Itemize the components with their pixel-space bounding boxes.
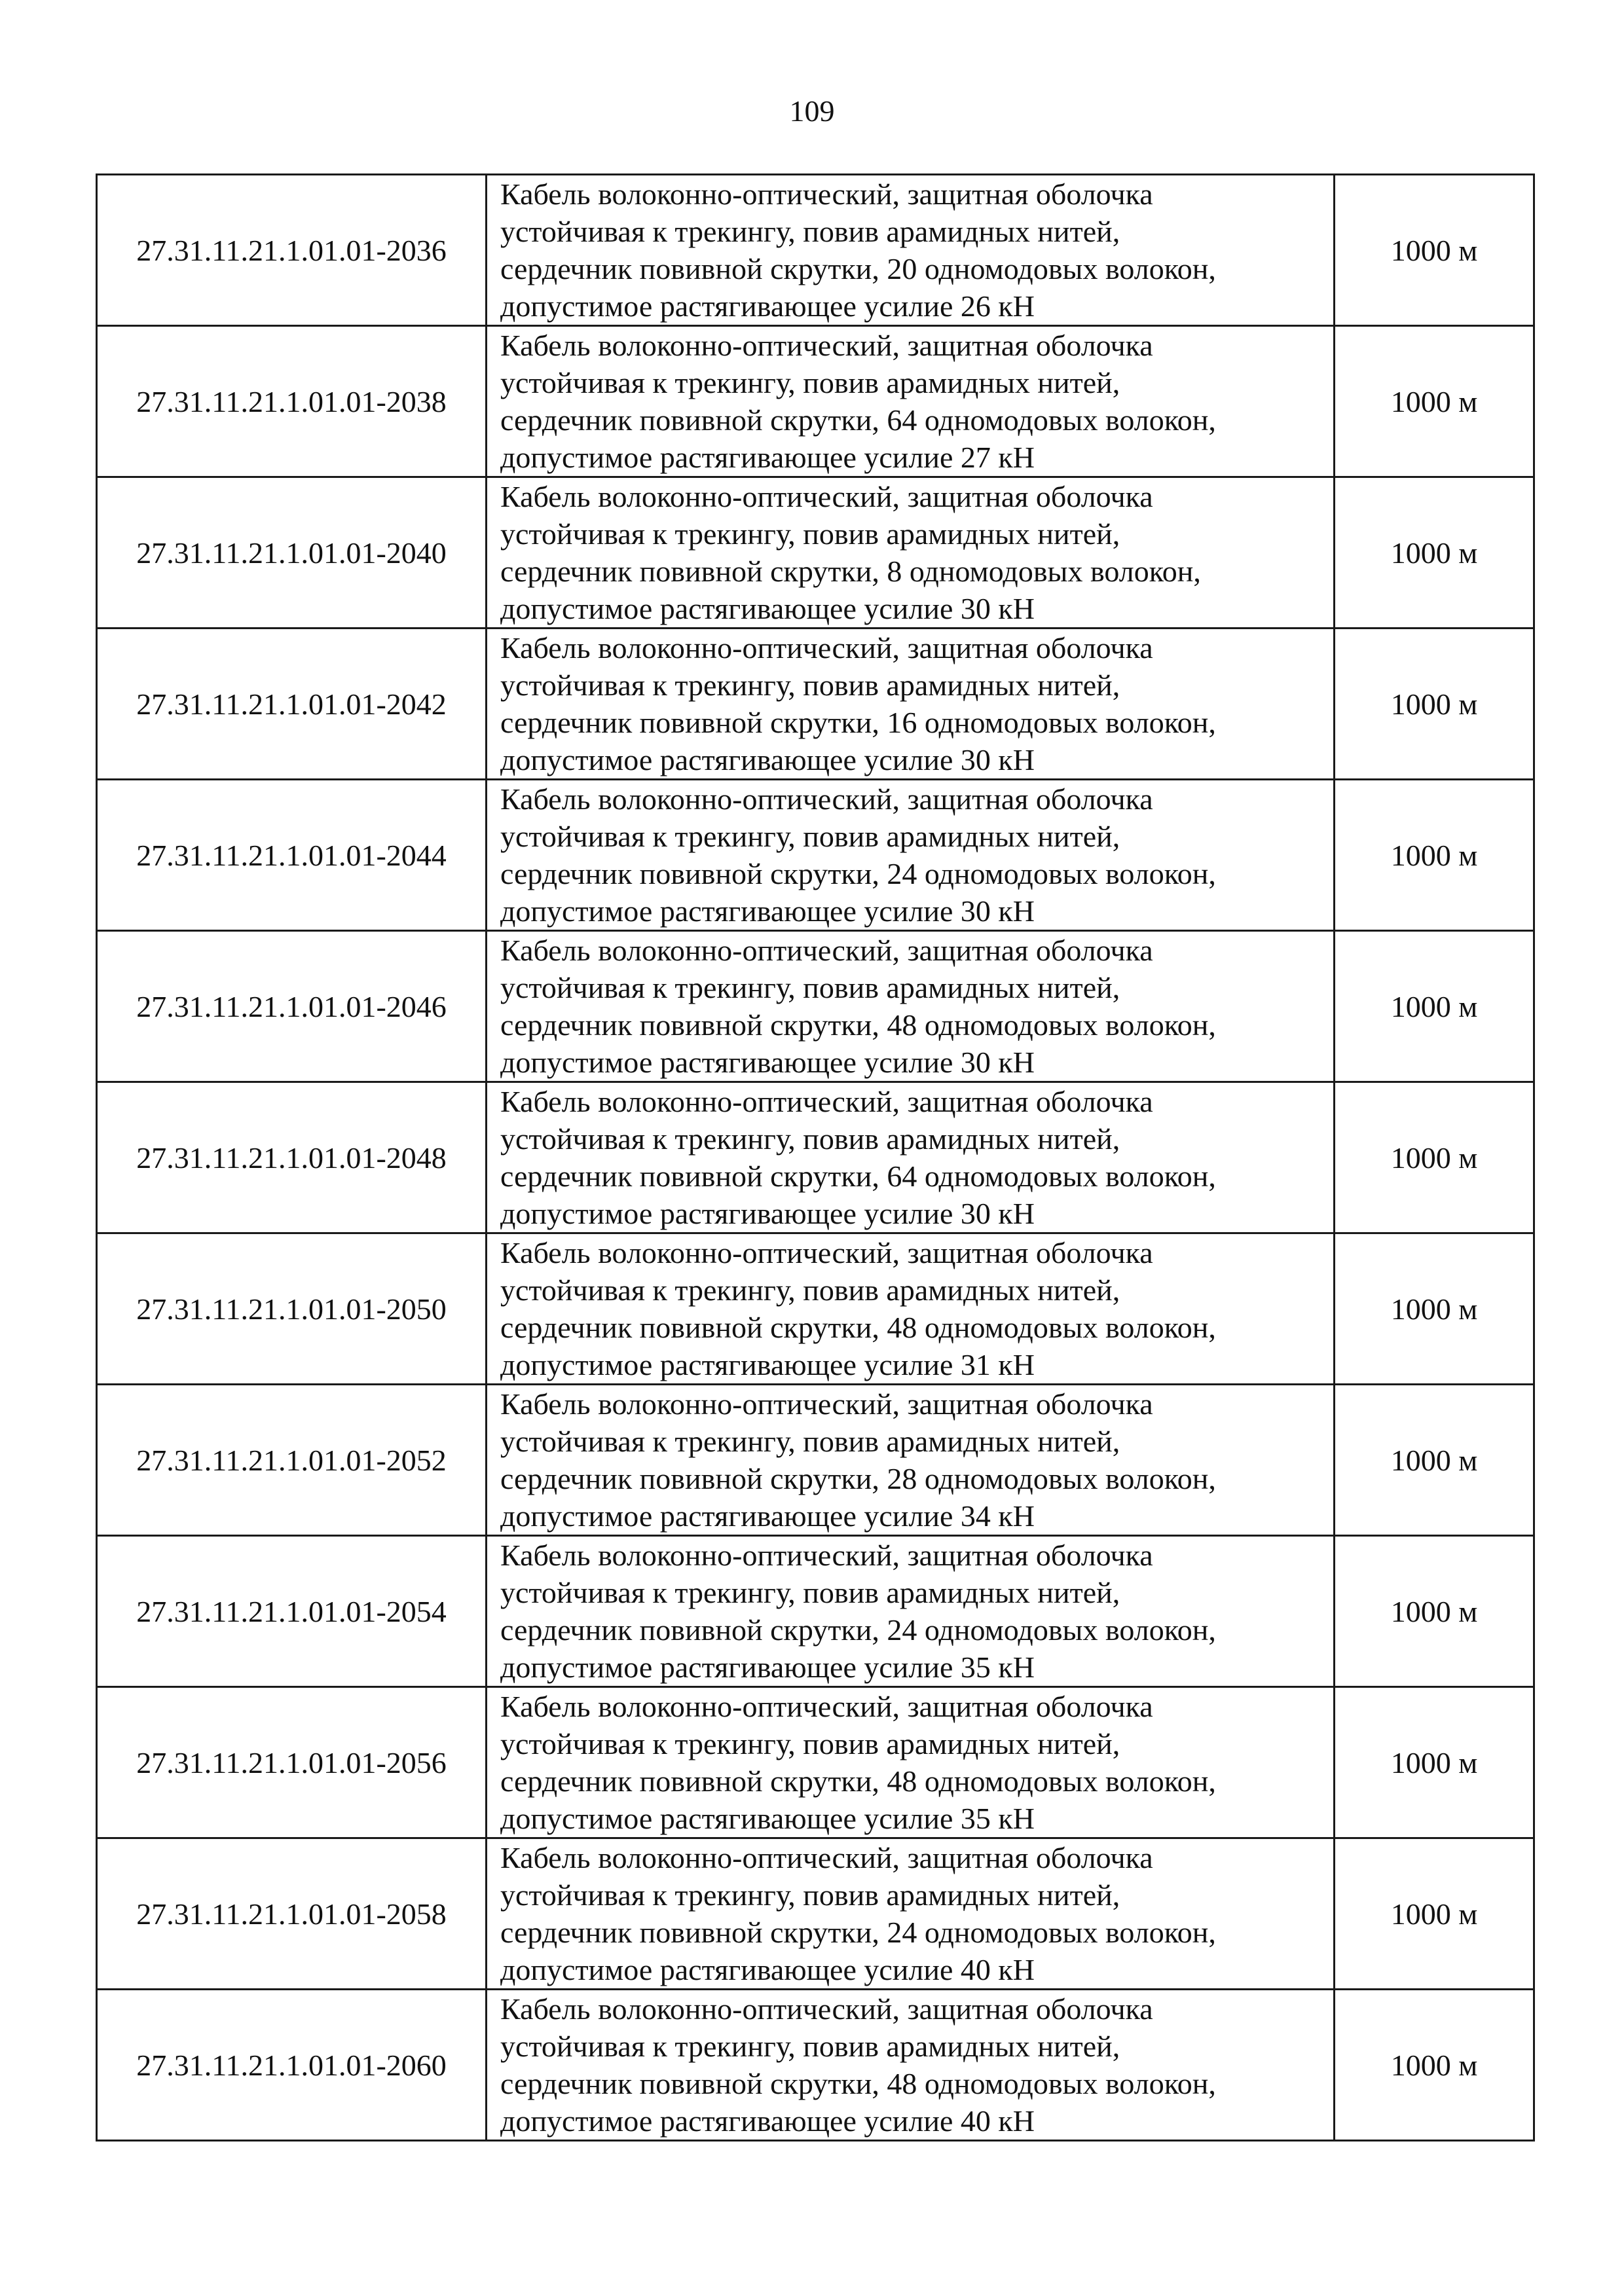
description-line: сердечник повивной скрутки, 64 одномодовых волокон, [500,1159,1216,1193]
table-row [97,1385,1534,1536]
description-line: Кабель волоконно-оптический, защитная оболочка [500,1841,1153,1874]
description-line: устойчивая к трекингу, повив арамидных нитей, [500,668,1120,702]
unit-of-measure: 1000 м [1335,1082,1534,1233]
description-line: устойчивая к трекингу, повив арамидных нитей, [500,1122,1120,1156]
unit-of-measure: 1000 м [1335,477,1534,629]
description-line: допустимое растягивающее усилие 40 кН [500,1953,1035,1986]
description-line: Кабель волоконно-оптический, защитная оболочка [500,480,1153,513]
resource-description [487,931,1335,1082]
unit-of-measure: 1000 м [1335,629,1534,780]
description-line: Кабель волоконно-оптический, защитная оболочка [500,1085,1153,1118]
resource-code: 27.31.11.21.1.01.01-2048 [97,1082,487,1233]
resource-code: 27.31.11.21.1.01.01-2054 [97,1536,487,1687]
description-line: сердечник повивной скрутки, 8 одномодовых волокон, [500,555,1201,588]
description-line: Кабель волоконно-оптический, защитная оболочка [500,934,1153,967]
unit-of-measure: 1000 м [1335,326,1534,477]
table-row [97,1687,1534,1838]
resource-code: 27.31.11.21.1.01.01-2046 [97,931,487,1082]
resource-code: 27.31.11.21.1.01.01-2040 [97,477,487,629]
table-row [97,477,1534,629]
resource-code: 27.31.11.21.1.01.01-2050 [97,1233,487,1385]
description-line: Кабель волоконно-оптический, защитная оболочка [500,177,1153,211]
unit-of-measure: 1000 м [1335,1990,1534,2141]
resource-description [487,477,1335,629]
description-line: допустимое растягивающее усилие 35 кН [500,1802,1035,1835]
table-row [97,175,1534,326]
description-line: допустимое растягивающее усилие 30 кН [500,743,1035,776]
unit-of-measure: 1000 м [1335,1385,1534,1536]
description-line: допустимое растягивающее усилие 30 кН [500,1046,1035,1079]
description-line: Кабель волоконно-оптический, защитная оболочка [500,631,1153,665]
table-row [97,629,1534,780]
description-line: устойчивая к трекингу, повив арамидных нитей, [500,1878,1120,1912]
description-line: сердечник повивной скрутки, 48 одномодовых волокон, [500,1764,1216,1798]
resource-code: 27.31.11.21.1.01.01-2036 [97,175,487,326]
description-line: сердечник повивной скрутки, 48 одномодовых волокон, [500,1311,1216,1344]
description-line: устойчивая к трекингу, повив арамидных нитей, [500,517,1120,551]
unit-of-measure: 1000 м [1335,931,1534,1082]
description-line: допустимое растягивающее усилие 40 кН [500,2104,1035,2138]
description-line: допустимое растягивающее усилие 26 кН [500,289,1035,323]
description-line: допустимое растягивающее усилие 27 кН [500,441,1035,474]
description-line: допустимое растягивающее усилие 31 кН [500,1348,1035,1381]
resource-description [487,629,1335,780]
description-line: устойчивая к трекингу, повив арамидных нитей, [500,820,1120,853]
resource-code: 27.31.11.21.1.01.01-2052 [97,1385,487,1536]
description-line: устойчивая к трекингу, повив арамидных нитей, [500,971,1120,1004]
description-line: сердечник повивной скрутки, 48 одномодовых волокон, [500,1008,1216,1042]
resource-description [487,1687,1335,1838]
resource-description [487,326,1335,477]
resource-code: 27.31.11.21.1.01.01-2060 [97,1990,487,2141]
description-line: Кабель волоконно-оптический, защитная оболочка [500,329,1153,362]
table-row [97,1838,1534,1990]
unit-of-measure: 1000 м [1335,1838,1534,1990]
unit-of-measure: 1000 м [1335,1536,1534,1687]
resource-description [487,1536,1335,1687]
resource-code: 27.31.11.21.1.01.01-2056 [97,1687,487,1838]
description-line: сердечник повивной скрутки, 20 одномодовых волокон, [500,252,1216,285]
description-line: сердечник повивной скрутки, 64 одномодовых волокон, [500,403,1216,437]
description-line: сердечник повивной скрутки, 48 одномодовых волокон, [500,2067,1216,2100]
description-line: Кабель волоконно-оптический, защитная оболочка [500,1387,1153,1421]
resource-code: 27.31.11.21.1.01.01-2058 [97,1838,487,1990]
description-line: допустимое растягивающее усилие 30 кН [500,592,1035,625]
table-row [97,1536,1534,1687]
description-line: допустимое растягивающее усилие 35 кН [500,1650,1035,1684]
description-line: допустимое растягивающее усилие 30 кН [500,894,1035,928]
description-line: устойчивая к трекингу, повив арамидных нитей, [500,1727,1120,1760]
description-line: Кабель волоконно-оптический, защитная оболочка [500,1236,1153,1269]
description-line: устойчивая к трекингу, повив арамидных нитей, [500,215,1120,248]
table-row [97,1233,1534,1385]
description-line: Кабель волоконно-оптический, защитная оболочка [500,1690,1153,1723]
resource-table [96,173,1535,2141]
resource-description [487,1233,1335,1385]
description-line: устойчивая к трекингу, повив арамидных нитей, [500,366,1120,399]
resource-description [487,1385,1335,1536]
description-line: сердечник повивной скрутки, 16 одномодовых волокон, [500,706,1216,739]
table-row [97,1082,1534,1233]
description-line: сердечник повивной скрутки, 28 одномодовых волокон, [500,1462,1216,1495]
description-line: Кабель волоконно-оптический, защитная оболочка [500,1992,1153,2026]
table-row [97,780,1534,931]
table-body [97,175,1534,2141]
description-line: Кабель волоконно-оптический, защитная оболочка [500,1539,1153,1572]
resource-code: 27.31.11.21.1.01.01-2042 [97,629,487,780]
description-line: сердечник повивной скрутки, 24 одномодовых волокон, [500,1916,1216,1949]
resource-description [487,1082,1335,1233]
resource-description [487,175,1335,326]
description-line: устойчивая к трекингу, повив арамидных нитей, [500,2030,1120,2063]
resource-code: 27.31.11.21.1.01.01-2038 [97,326,487,477]
unit-of-measure: 1000 м [1335,780,1534,931]
unit-of-measure: 1000 м [1335,175,1534,326]
description-line: устойчивая к трекингу, повив арамидных нитей, [500,1576,1120,1609]
description-line: сердечник повивной скрутки, 24 одномодовых волокон, [500,857,1216,890]
table-row [97,326,1534,477]
resource-description [487,1838,1335,1990]
table-row [97,931,1534,1082]
resource-description [487,1990,1335,2141]
description-line: допустимое растягивающее усилие 34 кН [500,1499,1035,1533]
description-line: устойчивая к трекингу, повив арамидных нитей, [500,1273,1120,1307]
description-line: устойчивая к трекингу, повив арамидных нитей, [500,1425,1120,1458]
unit-of-measure: 1000 м [1335,1687,1534,1838]
description-line: сердечник повивной скрутки, 24 одномодовых волокон, [500,1613,1216,1647]
resource-description [487,780,1335,931]
description-line: допустимое растягивающее усилие 30 кН [500,1197,1035,1230]
description-line: Кабель волоконно-оптический, защитная оболочка [500,782,1153,816]
unit-of-measure: 1000 м [1335,1233,1534,1385]
resource-code: 27.31.11.21.1.01.01-2044 [97,780,487,931]
table-row [97,1990,1534,2141]
page-number: 109 [789,94,835,128]
